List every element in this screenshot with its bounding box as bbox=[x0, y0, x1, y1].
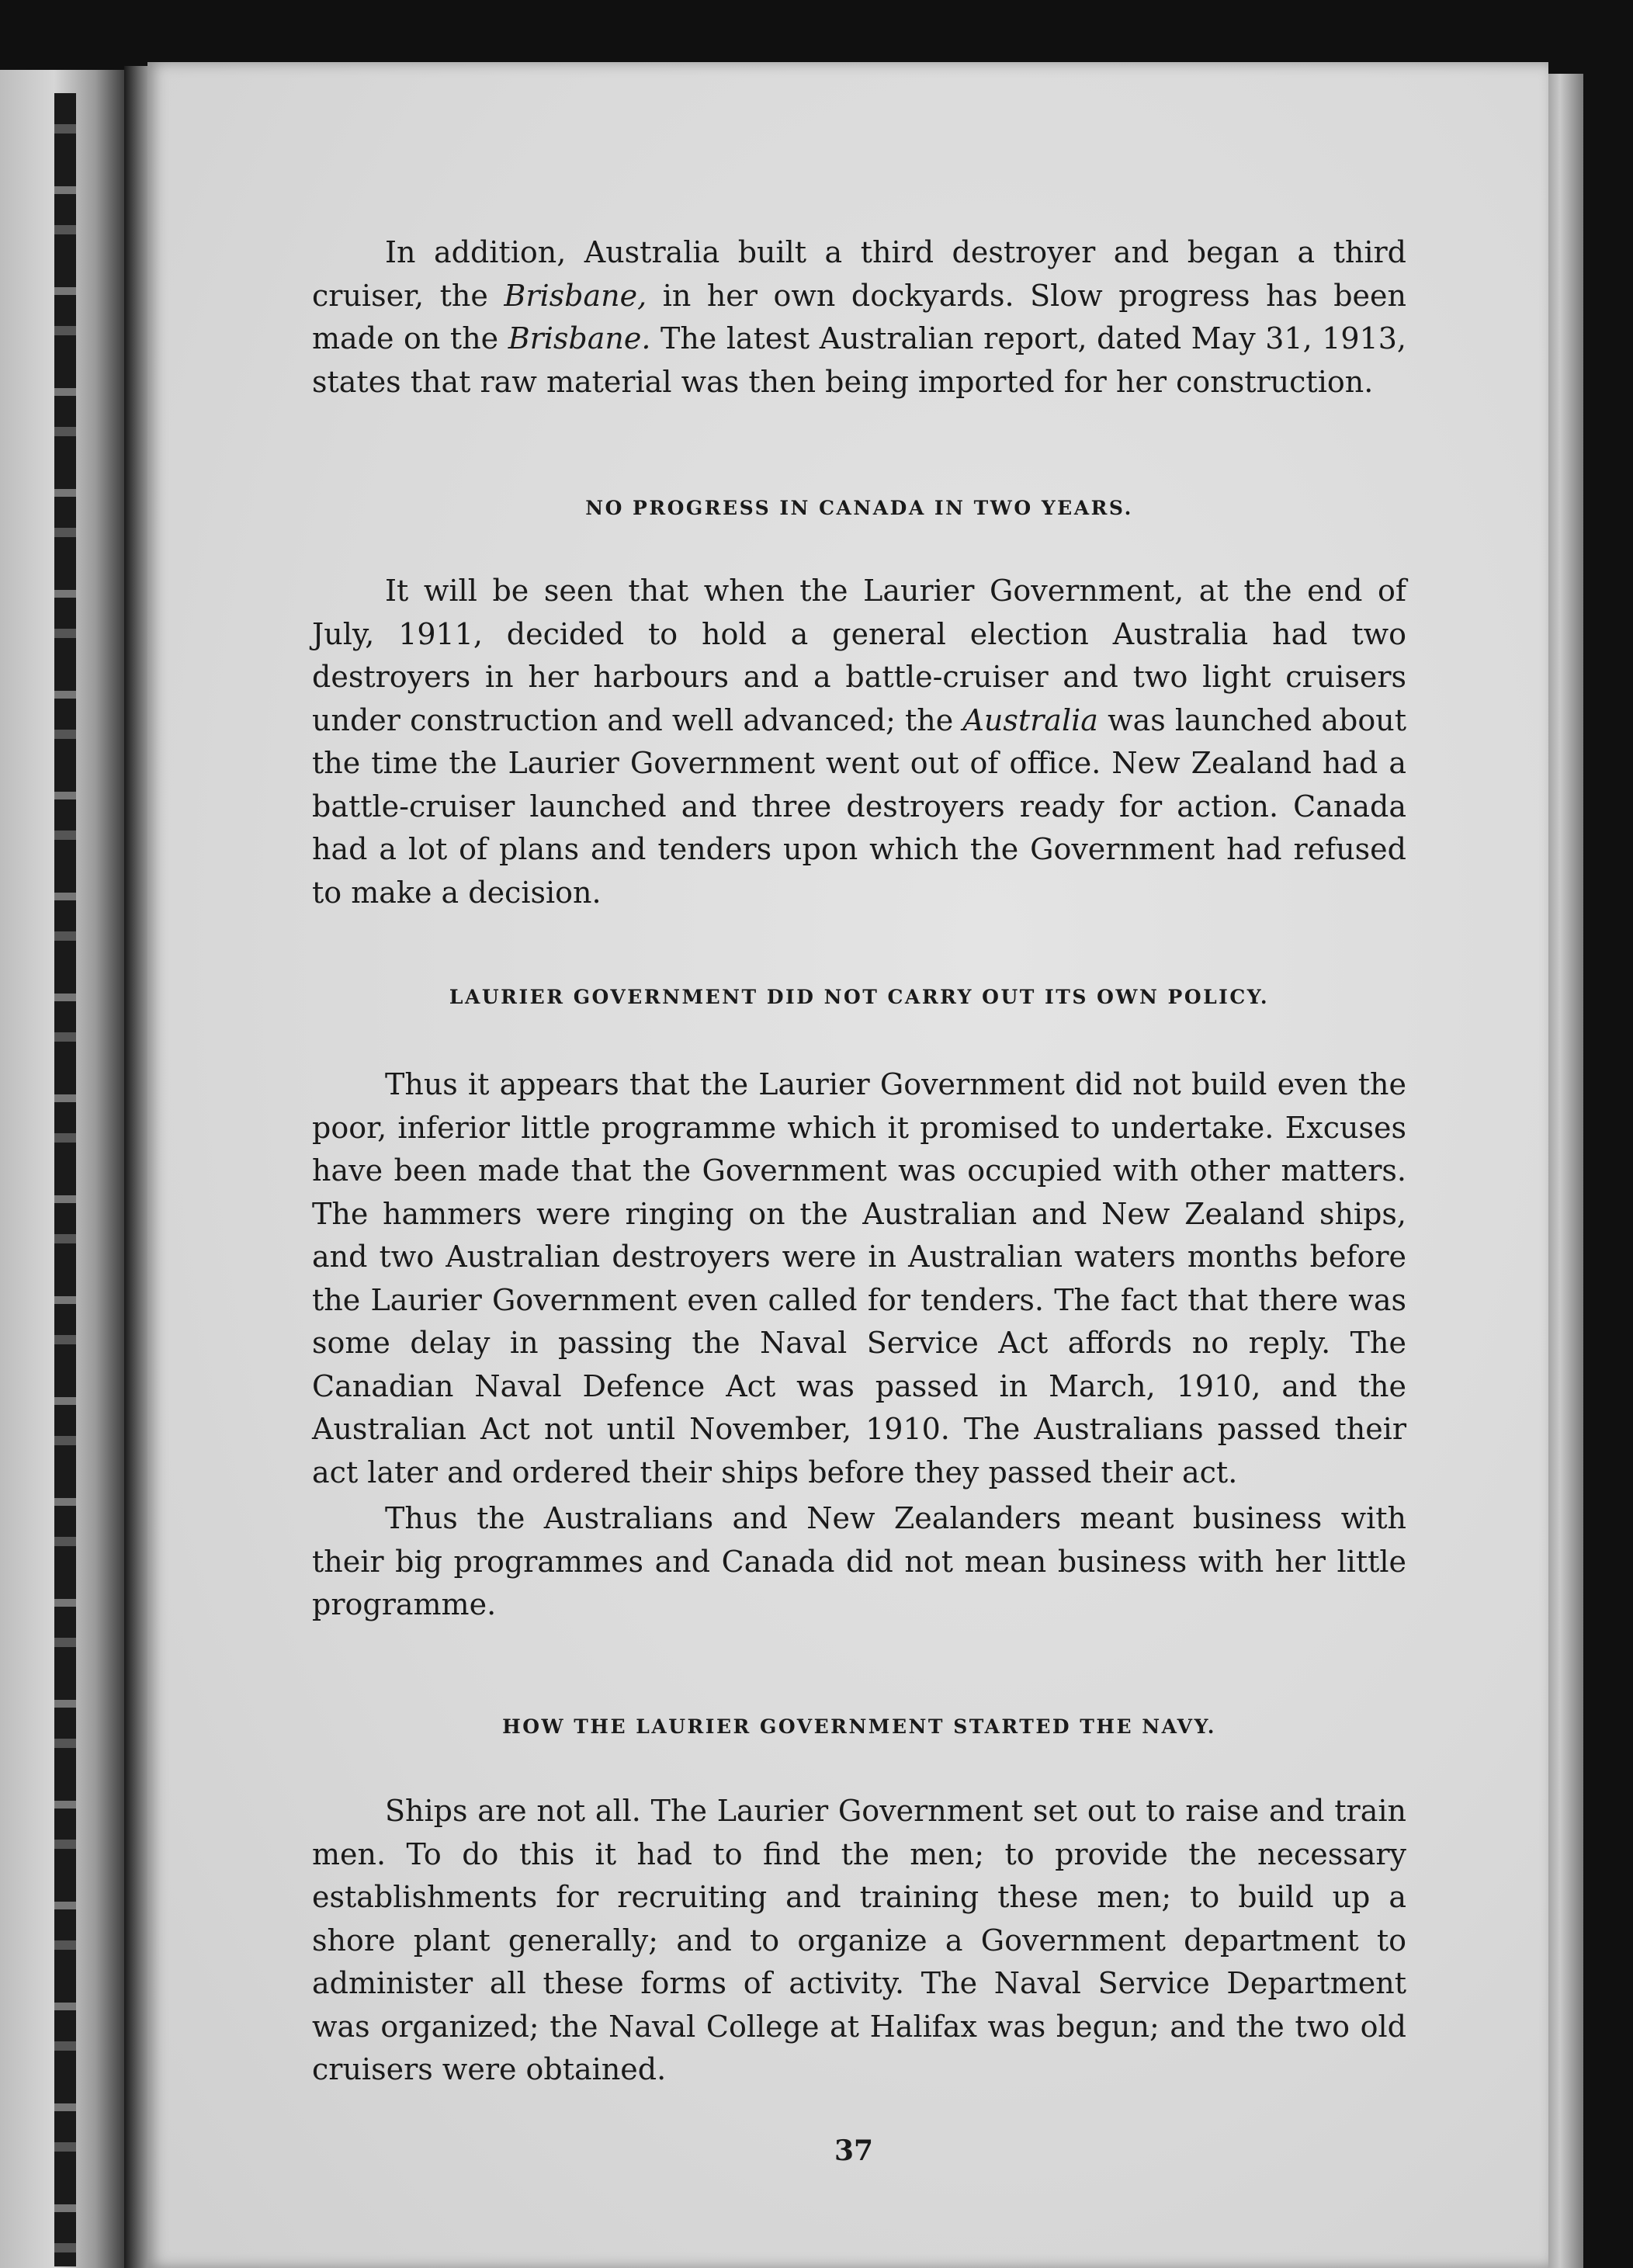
torn-page-edges bbox=[54, 93, 76, 2266]
paragraph: Ships are not all. The Laurier Government set out to raise and train men. To do this it had to find the men; to provide the necessary establishments for recruiting and training these men; to build up a shore plant generally; and to organize a Government department to administer all these forms of activity. The Naval Service Department was organized; the Naval College at Halifax was begun; and the two old cruisers were obtained. bbox=[312, 1794, 1406, 2086]
paragraph: Thus it appears that the Laurier Government did not build even the poor, inferior little programme which it promised to undertake. Excuses have been made that the Government was occupied with other matters. The hammers were ringing on the Australian and New Zealand ships, and two Australian destroyers were in Australian waters months before the Laurier Government even called for tenders. The fact that there was some delay in passing the Naval Service Act affords no reply. The Canadian Naval Defence Act was passed in March, 1910, and the Australian Act not until November, 1910. The Australians passed their act later and ordered their ships before they passed their act. bbox=[312, 1067, 1406, 1489]
paragraph: In addition, Australia built a third destroyer and began a third cruiser, the Brisbane, in her own dockyards. Slow progress has been made on the Brisbane. The latest Australian report, dated May 31, 1913, states that raw material was then being imported for her construction. bbox=[312, 235, 1406, 399]
italic-title: Brisbane, bbox=[504, 278, 647, 313]
section-3-body bbox=[312, 1063, 1406, 1627]
section-heading: LAURIER GOVERNMENT DID NOT CARRY OUT ITS OWN POLICY. bbox=[449, 986, 1270, 1008]
section-2-body bbox=[312, 570, 1406, 914]
section-heading: NO PROGRESS IN CANADA IN TWO YEARS. bbox=[585, 497, 1133, 519]
section-heading: HOW THE LAURIER GOVERNMENT STARTED THE NAVY. bbox=[502, 1715, 1216, 1738]
page-number: 37 bbox=[834, 2134, 874, 2167]
section-1-body bbox=[312, 231, 1406, 404]
paragraph: Thus the Australians and New Zealanders meant business with their big programmes and Canada did not mean business with her little programme. bbox=[312, 1501, 1406, 1621]
page-stack-edge bbox=[1545, 74, 1583, 2268]
section-4-body bbox=[312, 1790, 1406, 2092]
italic-title: Australia bbox=[962, 702, 1098, 737]
italic-title: Brisbane. bbox=[508, 321, 651, 355]
paragraph: It will be seen that when the Laurier Government, at the end of July, 1911, decided to hold a general election Australia had two destroyers in her harbours and a battle-cruiser and two light cruisers under construction and well advanced; the Australia was launched about the time the Laurier Government went out of office. New Zealand had a battle-cruiser launched and three destroyers ready for action. Canada had a lot of plans and tenders upon which the Government had refused to make a decision. bbox=[312, 574, 1406, 910]
